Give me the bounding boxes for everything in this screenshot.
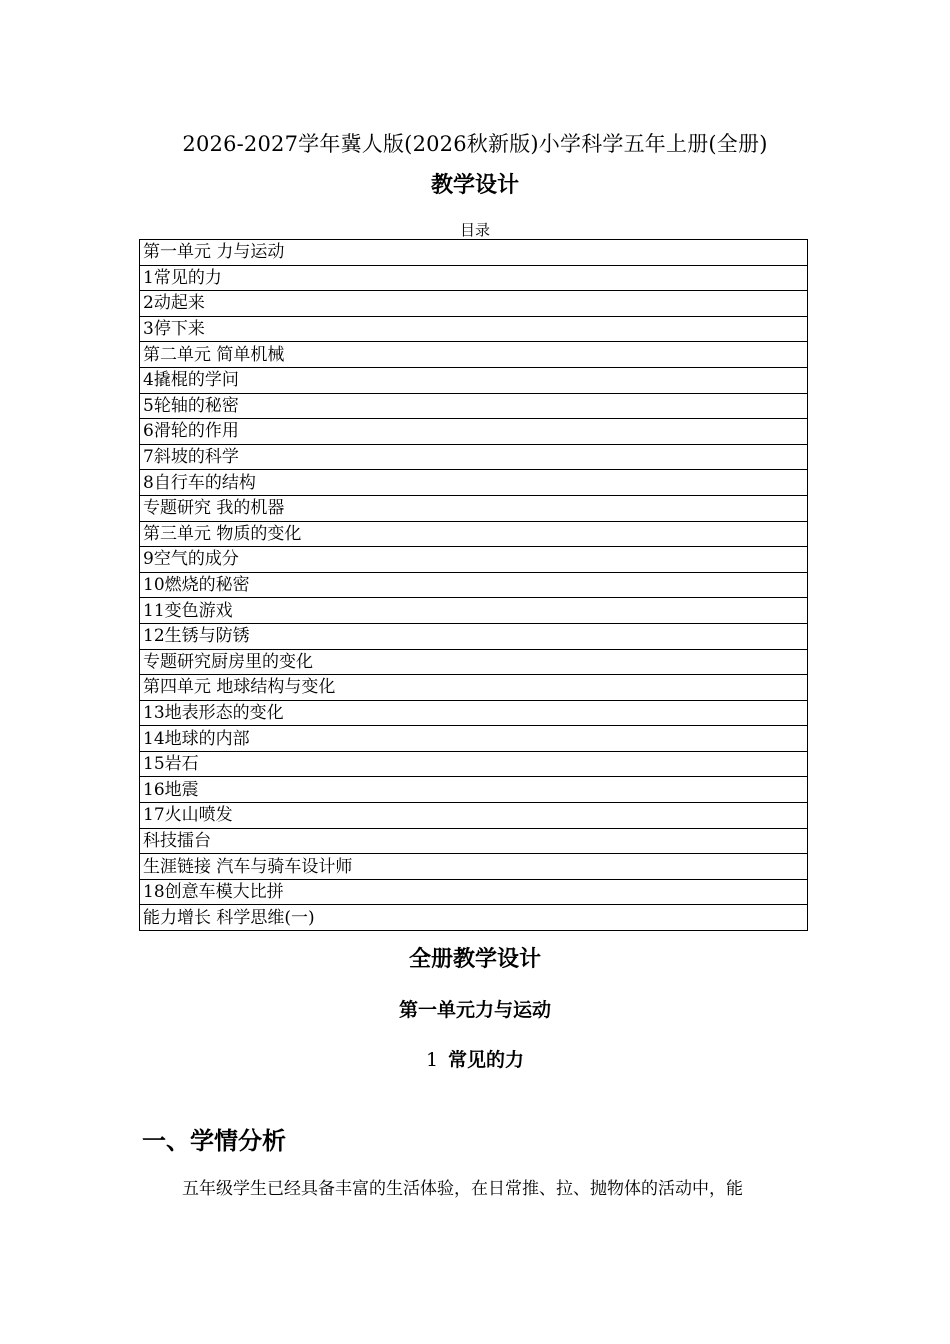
toc-entry: 能力增长 科学思维(一) xyxy=(140,905,808,931)
toc-row xyxy=(140,803,808,829)
toc-entry: 9空气的成分 xyxy=(140,547,808,573)
toc-entry: 专题研究厨房里的变化 xyxy=(140,649,808,675)
toc-row xyxy=(140,854,808,880)
toc-row xyxy=(140,879,808,905)
toc-row xyxy=(140,726,808,752)
toc-entry: 7斜坡的科学 xyxy=(140,444,808,470)
toc-row xyxy=(140,547,808,573)
toc-entry: 13地表形态的变化 xyxy=(140,700,808,726)
lesson-heading xyxy=(0,1045,950,1072)
toc-entry: 12生锈与防锈 xyxy=(140,623,808,649)
toc-row xyxy=(140,572,808,598)
toc-entry: 17火山喷发 xyxy=(140,803,808,829)
toc-row xyxy=(140,240,808,266)
toc-row xyxy=(140,265,808,291)
toc-row xyxy=(140,521,808,547)
unit-heading: 第一单元力与运动 xyxy=(398,999,551,1021)
toc-row xyxy=(140,470,808,496)
toc-row xyxy=(140,419,808,445)
toc-row xyxy=(140,342,808,368)
toc-entry: 10燃烧的秘密 xyxy=(140,572,808,598)
toc-row xyxy=(140,777,808,803)
toc-row xyxy=(140,751,808,777)
toc-entry: 第三单元 物质的变化 xyxy=(140,521,808,547)
toc-entry: 11变色游戏 xyxy=(140,598,808,624)
toc-entry: 14地球的内部 xyxy=(140,726,808,752)
toc-row xyxy=(140,444,808,470)
toc-entry: 1常见的力 xyxy=(140,265,808,291)
document-subtitle: 教学设计 xyxy=(430,173,519,198)
toc-entry: 第一单元 力与运动 xyxy=(140,240,808,266)
toc-entry: 16地震 xyxy=(140,777,808,803)
toc-table xyxy=(139,239,808,931)
toc-label: 目录 xyxy=(459,221,490,239)
lesson-title: 常见的力 xyxy=(448,1049,525,1071)
toc-row xyxy=(140,675,808,701)
toc-entry: 5轮轴的秘密 xyxy=(140,393,808,419)
toc-row xyxy=(140,828,808,854)
body-paragraph: 五年级学生已经具备丰富的生活体验，在日常推、拉、抛物体的活动中，能 xyxy=(182,1179,743,1199)
toc-entry: 第四单元 地球结构与变化 xyxy=(140,675,808,701)
toc-entry: 6滑轮的作用 xyxy=(140,419,808,445)
toc-entry: 3停下来 xyxy=(140,316,808,342)
toc-entry: 科技擂台 xyxy=(140,828,808,854)
toc-entry: 8自行车的结构 xyxy=(140,470,808,496)
toc-entry: 15岩石 xyxy=(140,751,808,777)
toc-row xyxy=(140,367,808,393)
toc-entry: 2动起来 xyxy=(140,291,808,317)
section-heading: 一、学情分析 xyxy=(142,1127,286,1155)
toc-entry: 第二单元 简单机械 xyxy=(140,342,808,368)
toc-entry: 生涯链接 汽车与骑车设计师 xyxy=(140,854,808,880)
toc-row xyxy=(140,598,808,624)
toc-row xyxy=(140,393,808,419)
toc-entry: 4撬棍的学问 xyxy=(140,367,808,393)
toc-row xyxy=(140,623,808,649)
toc-row xyxy=(140,495,808,521)
toc-row xyxy=(140,905,808,931)
toc-row xyxy=(140,649,808,675)
toc-row xyxy=(140,316,808,342)
document-title: 2026-2027学年冀人版(2026秋新版)小学科学五年上册(全册) xyxy=(182,132,768,156)
lesson-number: 1 xyxy=(425,1049,439,1071)
toc-row xyxy=(140,291,808,317)
toc-row xyxy=(140,700,808,726)
all-volume-heading: 全册教学设计 xyxy=(408,947,541,972)
toc-entry: 专题研究 我的机器 xyxy=(140,495,808,521)
toc-entry: 18创意车模大比拼 xyxy=(140,879,808,905)
